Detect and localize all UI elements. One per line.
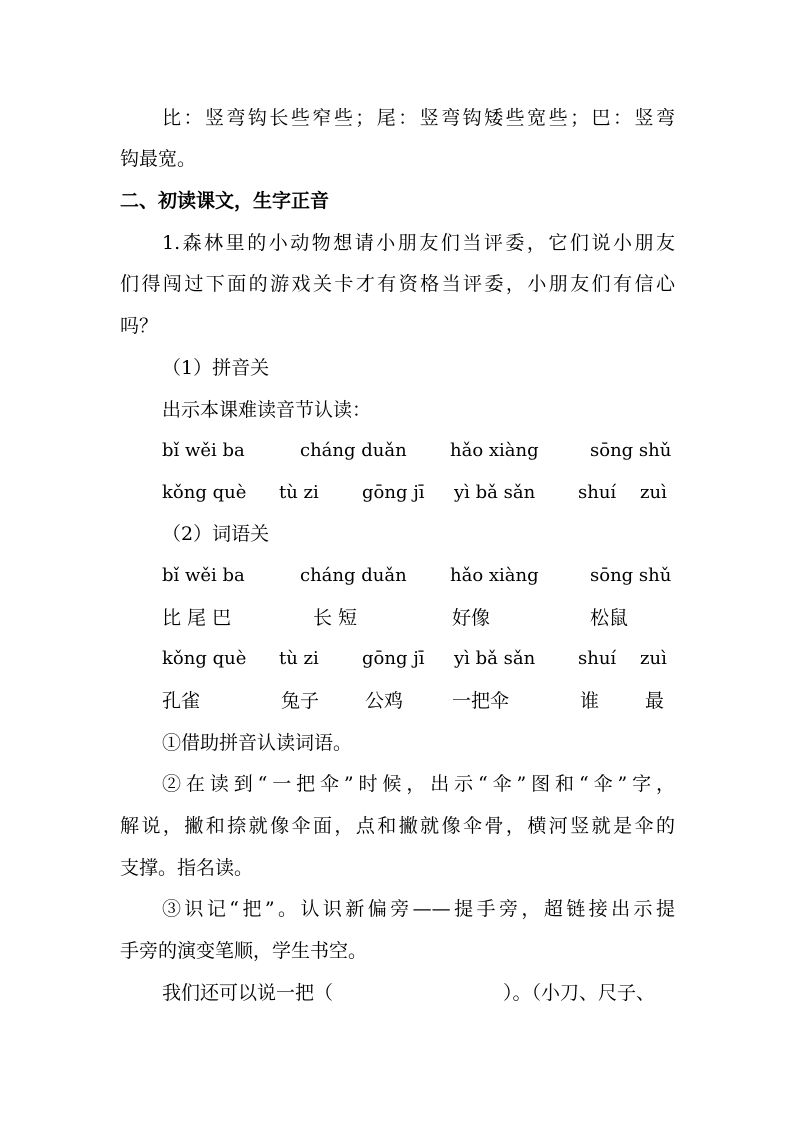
- section-heading: 二、初读课文，生字正音: [120, 190, 330, 212]
- step-2-line: 支撑。指名读。: [120, 857, 254, 879]
- word-item: 最: [645, 690, 665, 712]
- paragraph-line: 吗？: [120, 315, 159, 337]
- pinyin-item: cháng duǎn: [300, 565, 407, 586]
- paragraph-line: 们得闯过下面的游戏关卡才有资格当评委，小朋友们有信心: [120, 273, 675, 295]
- pinyin-item: shuí: [578, 482, 617, 503]
- paragraph-line: 钩最宽。: [120, 148, 197, 170]
- word-row: [0, 606, 794, 630]
- pinyin-item: hǎo xiàng: [450, 440, 539, 461]
- pinyin-item: gōng jī: [362, 648, 425, 669]
- pinyin-item: kǒng què: [162, 482, 247, 503]
- pinyin-item: sōng shǔ: [590, 440, 672, 461]
- step-1: ①借助拼音认读词语。: [162, 732, 353, 754]
- pinyin-row: [0, 481, 794, 505]
- word-item: 好像: [452, 607, 491, 629]
- pinyin-item: bǐ wěi ba: [162, 565, 245, 586]
- paragraph-line: 比：竖弯钩长些窄些；尾：竖弯钩矮些宽些；巴：竖弯: [162, 107, 675, 129]
- paragraph-line: 1.森林里的小动物想请小朋友们当评委，它们说小朋友: [162, 232, 675, 254]
- word-row: [0, 689, 794, 713]
- word-item: 兔子: [281, 690, 320, 712]
- pinyin-item: bǐ wěi ba: [162, 440, 245, 461]
- fill-in-line: [0, 981, 794, 1005]
- fill-in-prefix: 我们还可以说一把（: [162, 982, 334, 1004]
- pinyin-item: zuì: [640, 648, 667, 669]
- word-item: 公鸡: [365, 690, 404, 712]
- step-3-line: 手旁的演变笔顺，学生书空。: [120, 940, 368, 962]
- word-item: 比 尾 巴: [162, 607, 232, 629]
- pinyin-row: [0, 564, 794, 588]
- pinyin-item: cháng duǎn: [300, 440, 407, 461]
- paragraph-line: 出示本课难读音节认读：: [162, 399, 372, 421]
- pinyin-item: tù zi: [279, 482, 319, 503]
- pinyin-item: zuì: [640, 482, 667, 503]
- word-item: 孔雀: [162, 690, 201, 712]
- step-2-line: ②在读到“一把伞”时候，出示“伞”图和“伞”字，: [162, 773, 675, 795]
- pinyin-item: kǒng què: [162, 648, 247, 669]
- pinyin-item: yì bǎ sǎn: [454, 648, 536, 669]
- step-2-line: 解说，撇和捺就像伞面，点和撇就像伞骨，横河竖就是伞的: [120, 815, 675, 837]
- pinyin-row: [0, 647, 794, 671]
- pinyin-item: gōng jī: [362, 482, 425, 503]
- pinyin-item: tù zi: [279, 648, 319, 669]
- subheading-word-level: （2）词语关: [162, 523, 270, 545]
- pinyin-item: yì bǎ sǎn: [454, 482, 536, 503]
- pinyin-item: shuí: [578, 648, 617, 669]
- word-item: 长 短: [313, 607, 358, 629]
- pinyin-row: [0, 439, 794, 463]
- pinyin-item: sōng shǔ: [590, 565, 672, 586]
- pinyin-item: hǎo xiàng: [450, 565, 539, 586]
- subheading-pinyin-level: （1）拼音关: [162, 357, 270, 379]
- word-item: 谁: [580, 690, 600, 712]
- step-3-line: ③识记“把”。认识新偏旁——提手旁，超链接出示提: [162, 898, 675, 920]
- word-item: 松鼠: [590, 607, 629, 629]
- fill-in-suffix: ）。（小刀、尺子、: [503, 982, 656, 1004]
- word-item: 一把伞: [452, 690, 510, 712]
